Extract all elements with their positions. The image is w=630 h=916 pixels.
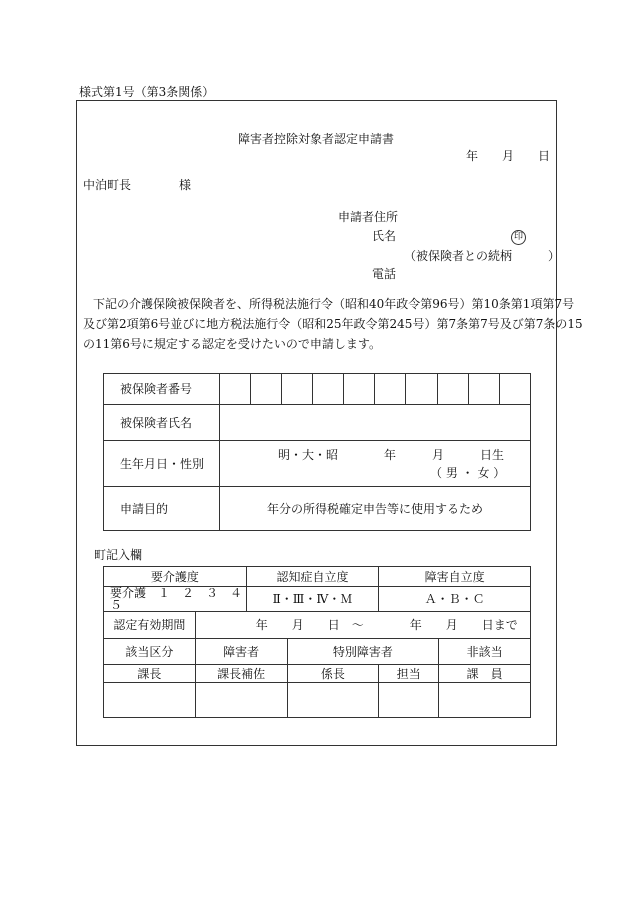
person-in-charge-stamp-box[interactable] — [379, 683, 439, 718]
insured-number-digit[interactable] — [406, 374, 437, 405]
town-section-label: 町記入欄 — [94, 548, 143, 562]
body-line-2: 及び第2項第6号並びに地方税法施行令（昭和25年政令第245号）第7条第7号及び第7条の15 — [83, 317, 583, 331]
category-none[interactable]: 非該当 — [439, 639, 531, 665]
dementia-options[interactable]: Ⅱ・Ⅲ・Ⅳ・Ｍ — [246, 587, 379, 612]
validity-from: 年 月 日 ～ — [255, 618, 364, 632]
category-row — [104, 639, 531, 665]
insured-number-digit[interactable] — [468, 374, 499, 405]
sex-options: （ 男 ・ 女 ） — [430, 466, 506, 480]
body-line-1: 下記の介護保険被保険者を、所得税法施行令（昭和40年政令第96号）第10条第1項第7号 — [93, 297, 575, 311]
addressee: 中泊町長 様 — [83, 178, 192, 192]
insured-name-label: 被保険者氏名 — [104, 405, 220, 441]
section-chief-label: 課長 — [104, 665, 196, 683]
unit-chief-stamp-box[interactable] — [287, 683, 379, 718]
disability-header: 障害自立度 — [379, 567, 531, 587]
purpose-label: 申請目的 — [104, 487, 220, 531]
validity-to: 年 月 日まで — [409, 618, 518, 632]
staff-label: 課 員 — [439, 665, 531, 683]
insured-name-field[interactable] — [220, 405, 531, 441]
person-in-charge-label: 担当 — [379, 665, 439, 683]
deputy-chief-label: 課長補佐 — [195, 665, 287, 683]
purpose-text: 年分の所得税確定申告等に使用するため — [220, 487, 531, 531]
insured-number-digit[interactable] — [282, 374, 313, 405]
assessment-header-row — [104, 567, 531, 587]
deputy-chief-stamp-box[interactable] — [195, 683, 287, 718]
approval-header-row — [104, 665, 531, 683]
applicant-address-label: 申請者住所 — [338, 210, 399, 224]
insured-number-digit[interactable] — [344, 374, 375, 405]
seal-mark — [511, 229, 526, 245]
category-disabled[interactable]: 障害者 — [195, 639, 287, 665]
assessment-value-row — [104, 587, 531, 612]
birth-sex-field[interactable] — [220, 441, 531, 487]
approval-stamp-row — [104, 683, 531, 718]
validity-field[interactable] — [195, 612, 530, 639]
insured-number-digit[interactable] — [437, 374, 468, 405]
purpose-row — [104, 487, 531, 531]
relation-label: （被保険者との続柄 ） — [404, 249, 561, 263]
disability-options[interactable]: Ａ・Ｂ・Ｃ — [379, 587, 531, 612]
validity-row — [104, 612, 531, 639]
insured-number-digit[interactable] — [313, 374, 344, 405]
dementia-header: 認知症自立度 — [246, 567, 379, 587]
insured-number-digit[interactable] — [375, 374, 406, 405]
form-title: 障害者控除対象者認定申請書 — [238, 132, 395, 146]
applicant-phone-label: 電話 — [372, 267, 397, 281]
era-options: 明・大・昭 — [278, 448, 339, 462]
category-label: 該当区分 — [104, 639, 196, 665]
insured-number-label: 被保険者番号 — [104, 374, 220, 405]
applicant-name-label: 氏名 — [372, 229, 397, 243]
section-chief-stamp-box[interactable] — [104, 683, 196, 718]
seal-icon: 印 — [511, 230, 526, 245]
body-line-3: の11第6号に規定する認定を受けたいので申請します。 — [83, 337, 381, 351]
insured-number-digit[interactable] — [499, 374, 530, 405]
insured-name-row — [104, 405, 531, 441]
validity-label: 認定有効期間 — [104, 612, 196, 639]
date-line: 年 月 日 — [466, 149, 551, 163]
care-level-options[interactable]: 要介護 １ ２ ３ ４ ５ — [104, 587, 247, 612]
form-number: 様式第1号（第3条関係） — [79, 85, 215, 99]
care-level-header: 要介護度 — [104, 567, 247, 587]
birth-sex-label: 生年月日・性別 — [104, 441, 220, 487]
town-use-table — [103, 566, 531, 718]
birth-sex-row — [104, 441, 531, 487]
insured-number-digit[interactable] — [251, 374, 282, 405]
insured-number-digit[interactable] — [220, 374, 251, 405]
unit-chief-label: 係長 — [287, 665, 379, 683]
category-special[interactable]: 特別障害者 — [287, 639, 439, 665]
insured-number-row — [104, 374, 531, 405]
staff-stamp-box[interactable] — [439, 683, 531, 718]
birth-date-text: 年 月 日生 — [384, 448, 505, 462]
applicant-info-table — [103, 373, 531, 531]
